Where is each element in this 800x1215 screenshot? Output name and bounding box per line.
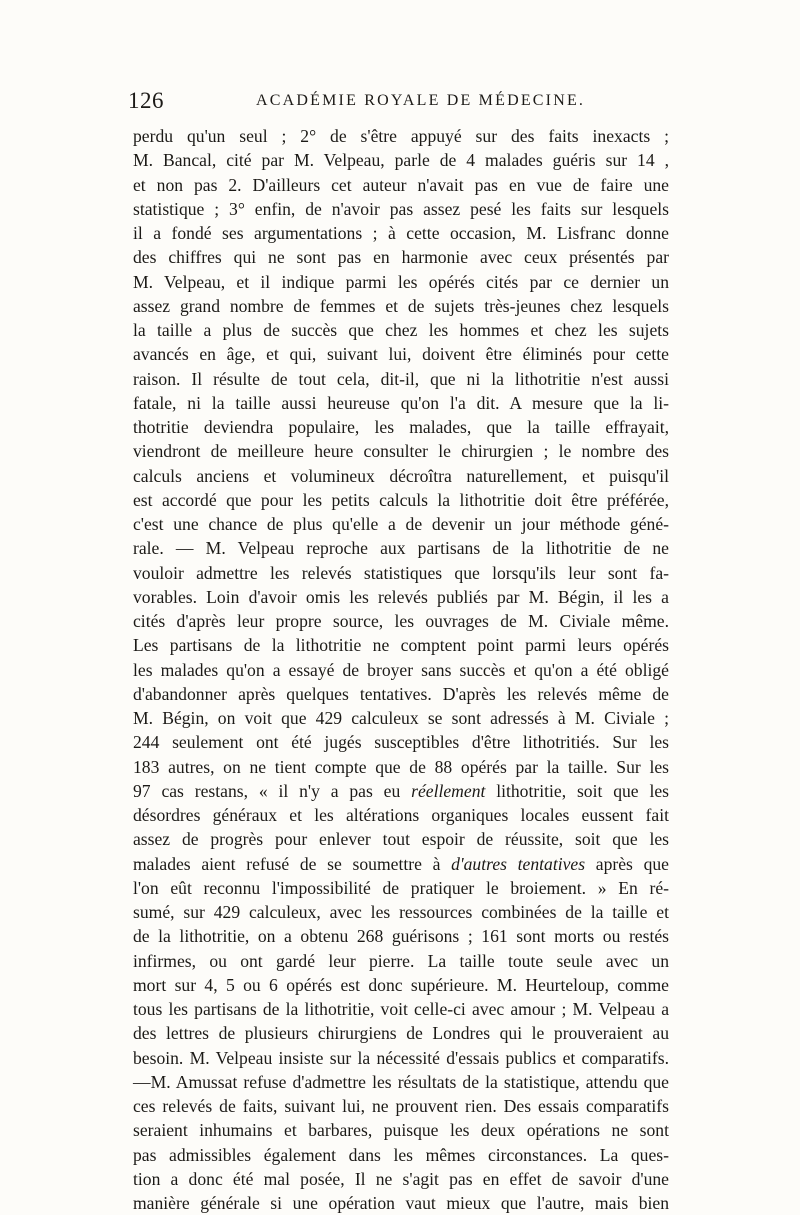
page-header	[128, 86, 670, 116]
text-line: mort sur 4, 5 ou 6 opérés est donc supérieure. M. Heurteloup, comme	[133, 974, 669, 995]
text-line: thotritie deviendra populaire, les malades, que la taille effrayait,	[133, 417, 669, 437]
text-line: assez grand nombre de femmes et de sujets très-jeunes chez lesquels	[133, 295, 669, 316]
text-line: calculs anciens et volumineux décroîtra naturellement, et puisqu'il	[133, 465, 669, 486]
text-line: rale. — M. Velpeau reproche aux partisans de la lithotritie de ne	[133, 538, 669, 559]
text-line: de la lithotritie, on a obtenu 268 guérisons ; 161 sont morts ou restés	[133, 926, 669, 947]
text-line: ces relevés de faits, suivant lui, ne prouvent rien. Des essais comparatifs	[133, 1096, 669, 1116]
body-text	[133, 124, 669, 1215]
text-line: d'abandonner après quelques tentatives. D'après les relevés même de	[133, 683, 669, 704]
text-line: malades aient refusé de se soumettre à d'autres tentatives après que	[133, 853, 669, 874]
text-line: tion a donc été mal posée, Il ne s'agit pas en effet de savoir d'une	[133, 1168, 669, 1189]
text-line: pas admissibles également dans les mêmes circonstances. La ques-	[133, 1144, 669, 1165]
text-line: est accordé que pour les petits calculs la lithotritie doit être préférée,	[133, 489, 669, 510]
text-line: des lettres de plusieurs chirurgiens de Londres qui le prouveraient au	[133, 1023, 669, 1044]
text-line: 244 seulement ont été jugés susceptibles d'être lithotritiés. Sur les	[133, 732, 669, 753]
italic-phrase: réellement	[411, 780, 486, 801]
text-line: 97 cas restans, « il n'y a pas eu réellement lithotritie, soit que les	[133, 780, 669, 801]
text-line: fatale, ni la taille aussi heureuse qu'on l'a dit. A mesure que la li-	[133, 392, 669, 413]
text-line: infirmes, ou ont gardé leur pierre. La taille toute seule avec un	[133, 950, 669, 971]
italic-phrase: d'autres tentatives	[451, 853, 586, 874]
text-line: assez de progrès pour enlever tout espoir de réussite, soit que les	[133, 829, 669, 850]
text-line: M. Bancal, cité par M. Velpeau, parle de 4 malades guéris sur 14 ,	[133, 150, 669, 171]
text-line: vorables. Loin d'avoir omis les relevés publiés par M. Bégin, il les a	[133, 586, 669, 607]
text-line: et non pas 2. D'ailleurs cet auteur n'avait pas en vue de faire une	[133, 174, 669, 195]
page-number: 126	[128, 88, 164, 113]
text-line: Les partisans de la lithotritie ne comptent point parmi leurs opérés	[133, 635, 669, 656]
text-line: il a fondé ses argumentations ; à cette occasion, M. Lisfranc donne	[133, 223, 669, 243]
text-line: vouloir admettre les relevés statistiques que lorsqu'ils leur sont fa-	[133, 562, 669, 583]
text-line: M. Bégin, on voit que 429 calculeux se sont adressés à M. Civiale ;	[133, 708, 669, 728]
text-line: —M. Amussat refuse d'admettre les résultats de la statistique, attendu que	[133, 1071, 669, 1092]
text-line: besoin. M. Velpeau insiste sur la nécessité d'essais publics et comparatifs.	[133, 1047, 669, 1068]
text-line: désordres généraux et les altérations organiques locales eussent fait	[133, 805, 669, 825]
text-line: seraient inhumains et barbares, puisque les deux opérations ne sont	[133, 1120, 669, 1141]
text-line: statistique ; 3° enfin, de n'avoir pas assez pesé les faits sur lesquels	[133, 198, 669, 219]
running-head: ACADÉMIE ROYALE DE MÉDECINE.	[256, 92, 586, 109]
text-line: tous les partisans de la lithotritie, voit celle-ci avec amour ; M. Velpeau a	[133, 999, 669, 1019]
text-line: M. Velpeau, et il indique parmi les opérés cités par ce dernier un	[133, 271, 669, 292]
text-line: viendront de meilleure heure consulter le chirurgien ; le nombre des	[133, 441, 669, 462]
text-line: sumé, sur 429 calculeux, avec les ressources combinées de la taille et	[133, 902, 669, 922]
text-line: 183 autres, on ne tient compte que de 88 opérés par la taille. Sur les	[133, 756, 669, 777]
text-line: raison. Il résulte de tout cela, dit-il, que ni la lithotritie n'est aussi	[133, 368, 669, 389]
text-line: l'on eût reconnu l'impossibilité de pratiquer le broiement. » En ré-	[133, 877, 669, 898]
text-line: avancés en âge, et qui, suivant lui, doivent être éliminés pour cette	[133, 344, 669, 365]
text-line: les malades qu'on a essayé de broyer sans succès et qu'on a été obligé	[133, 659, 669, 680]
text-line: perdu qu'un seul ; 2° de s'être appuyé sur des faits inexacts ;	[133, 126, 669, 146]
text-line: cités d'après leur propre source, les ouvrages de M. Civiale même.	[133, 611, 669, 631]
text-line: c'est une chance de plus qu'elle a de devenir un jour méthode géné-	[133, 514, 669, 534]
text-line: des chiffres qui ne sont pas en harmonie avec ceux présentés par	[133, 247, 669, 268]
text-line: la taille a plus de succès que chez les hommes et chez les sujets	[133, 320, 669, 340]
text-line: manière générale si une opération vaut mieux que l'autre, mais bien	[133, 1193, 669, 1213]
